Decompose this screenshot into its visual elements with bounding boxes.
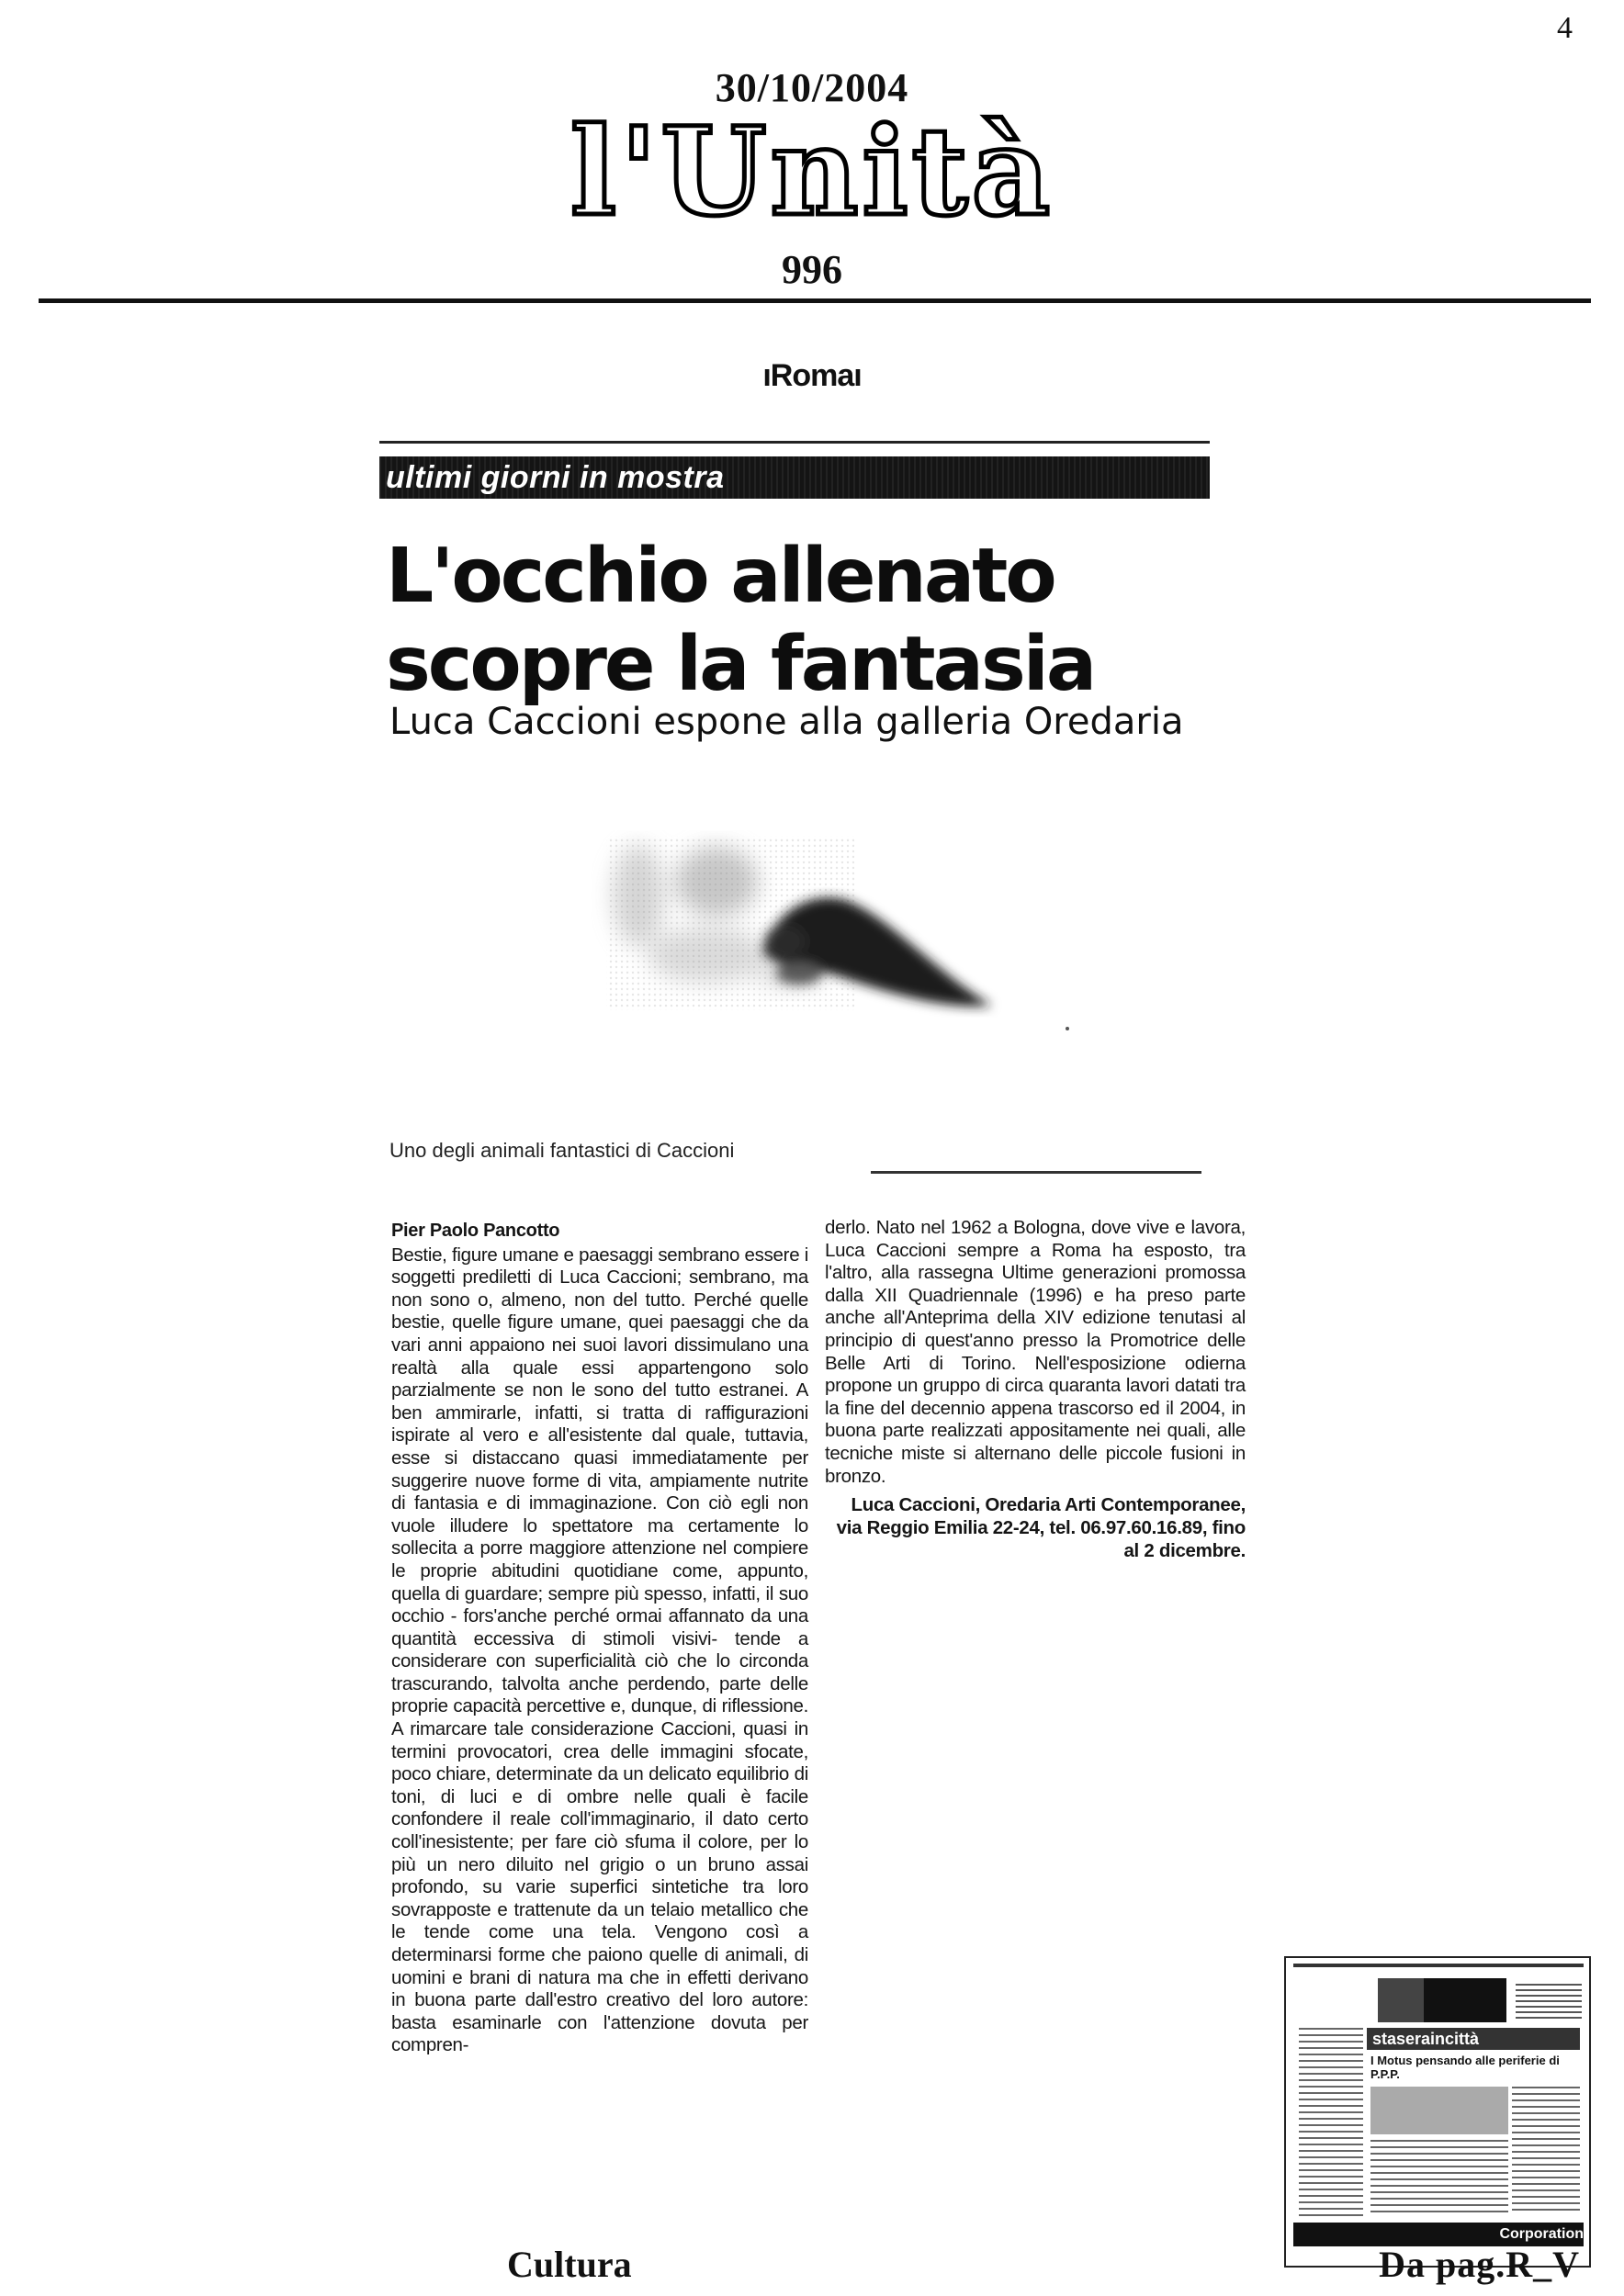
thumb-rule <box>1293 1964 1584 1967</box>
thumb-text-block <box>1516 1984 1582 2020</box>
footer-page-reference: Da pag.R_V <box>1379 2244 1580 2285</box>
thumb-title: staseraincittà <box>1367 2028 1580 2050</box>
page-number: 4 <box>1557 11 1573 45</box>
issue-number: 996 <box>782 247 842 292</box>
thumb-dark-block-inner <box>1378 1978 1424 2022</box>
article-byline: Pier Paolo Pancotto <box>391 1221 560 1241</box>
page-thumbnail <box>1284 1956 1591 2268</box>
thumb-column <box>1299 2028 1363 2221</box>
article-body-left: Bestie, figure umane e paesaggi sembrano essere i soggetti prediletti di Luca Caccioni; sembrano, ma non sono o, almeno, non del tutto. Perché quelle bestie, quelle figure umane, quei paesaggi che da vari anni appaiono nei suoi lavori dissimulano una realtà alla quale essi appartengono solo parzialmente se non le sono del tutto estranei. A ben ammirarle, infatti, si tratta di raffigurazioni ispirate al vero e all'esistente dal quale, tuttavia, esse si distaccano quasi immediatamente per suggerire nuove forme di vita, ampiamente nutrite di fantasia e di immaginazione. Con ciò egli non vuole illudere lo spettatore ma certamente lo sollecita a porre maggiore attenzione nel compiere le proprie abitudini quotidiane come, appunto, quella di guardare; sempre più spesso, infatti, il suo occhio - fors'anche perché ormai affannato da una quantità eccessiva di stimoli visivi- tende a considerare con superficialità ciò che lo circonda trascurando, talvolta anche perdendo, parte delle proprie capacità percettive e, dunque, di riflessione. A rimarcare tale considerazione Caccioni, quasi in termini provocatori, crea delle immagini sfocate, poco chiare, determinate da un delicato equilibrio di toni, di luci e di ombre nelle quali è facile confondere il reale coll'immaginario, il dato certo coll'inesistente; per fare ciò sfuma il colore, per lo più un nero diluito nel grigio o un bruno assai profondo, su varie superfici sintetiche tra loro sovrapposte e trattenute da un telaio metallico che le tende come una tela. Vengono così a determinarsi forme che paiono quelle di animali, di uomini e brani di natura ma che in effetti derivano in buona parte dall'estro creativo del loro autore: basta esaminarle con l'attenzione dovuta per compren- <box>391 1244 808 2056</box>
thumb-headline: I Motus pensando alle periferie di P.P.P. <box>1370 2054 1560 2081</box>
publication-date: 30/10/2004 <box>715 65 909 110</box>
article-column-left <box>391 1220 808 2057</box>
article-headline: L'occhio allenato scopre la fantasia <box>386 533 1095 708</box>
article-photo <box>570 799 1084 1102</box>
caption-divider <box>871 1171 1201 1174</box>
thumb-column-mid <box>1370 2140 1508 2215</box>
header-divider <box>39 298 1591 303</box>
footer-section-label: Cultura <box>507 2244 632 2285</box>
thumb-photo <box>1370 2087 1508 2134</box>
thumb-column-right <box>1512 2087 1580 2215</box>
article-column-right <box>825 1217 1246 1562</box>
article-kicker: ultimi giorni in mostra <box>386 460 725 495</box>
kicker-top-rule <box>379 441 1210 444</box>
photo-caption: Uno degli animali fantastici di Caccioni <box>389 1139 735 1162</box>
newspaper-masthead: l'Unità <box>570 101 1054 243</box>
exhibition-info: Luca Caccioni, Oredaria Arti Contemporanee, via Reggio Emilia 22-24, tel. 06.97.60.16.89, fino al 2 dicembre. <box>836 1494 1246 1562</box>
thumb-brand: Corporation <box>1499 2226 1584 2242</box>
section-tag: ıRomaı <box>762 358 862 393</box>
article-body-right: derlo. Nato nel 1962 a Bologna, dove vive e lavora, Luca Caccioni sempre a Roma ha esposto, tra l'altro, alla rassegna Ultime generazioni promossa dalla XII Quadriennale (1996) e ha preso parte anche all'Anteprima della XIV edizione tenutasi al principio di quest'anno presso la Promotrice delle Belle Arti di Torino. Nell'esposizione odierna propone un gruppo di circa quaranta lavori datati tra la fine del decennio appena trascorso ed il 2004, in buona parte realizzati appositamente nei quali, alle tecniche miste si alternano delle piccole fusioni in bronzo. <box>825 1217 1246 1487</box>
article-subheadline: Luca Caccioni espone alla galleria Oredaria <box>389 701 1184 743</box>
